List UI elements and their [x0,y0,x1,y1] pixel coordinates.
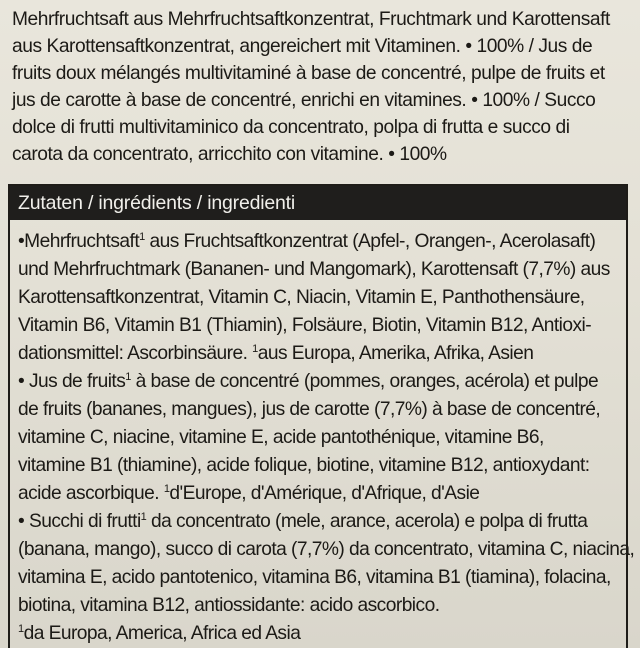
product-description [12,6,634,168]
ingredient-line: biotina, vitamina B12, antiossidante: acido ascorbico. [18,595,440,616]
ingredient-line: de fruits (bananes, mangues), jus de carotte (7,7%) à base de concentré, [18,399,601,420]
ingredient-line: Vitamin B6, Vitamin B1 (Thiamin), Folsäure, Biotin, Vitamin B12, Antioxi- [18,315,592,336]
ingredient-line: vitamine C, niacine, vitamine E, acide pantothénique, vitamine B6, [18,427,544,448]
description-line: Mehrfruchtsaft aus Mehrfruchtsaftkonzentrat, Fruchtmark und Karottensaft [12,9,610,30]
origin-footnote: d'Europe, d'Amérique, d'Afrique, d'Asie [169,483,480,504]
ingredient-line: vitamine B1 (thiamine), acide folique, biotine, vitamine B12, antioxydant: [18,455,590,476]
description-line: jus de carotte à base de concentré, enrichi en vitamines. • 100% / Succo [12,90,596,111]
ingredient-line: vitamina E, acido pantotenico, vitamina B6, vitamina B1 (tiamina), folacina, [18,567,611,588]
footnote-marker: 1 [163,483,170,495]
ingredients-italian [18,508,635,648]
ingredients-header: Zutaten / ingrédients / ingredienti [10,186,626,220]
footnote-marker: 1 [18,623,24,635]
ingredient-line: dationsmittel: Ascorbinsäure. $^1$aus Europa, Amerika, Afrika, Asien [18,343,534,364]
description-line: aus Karottensaftkonzentrat, angereichert mit Vitaminen. • 100% / Jus de [12,36,593,57]
ingredients-french [18,368,620,508]
description-line: carota da concentrato, arricchito con vitamine. • 100% [12,144,447,165]
ingredient-line: Karottensaftkonzentrat, Vitamin C, Niacin, Vitamin E, Panthothensäure, [18,287,585,308]
ingredient-line: und Mehrfruchtmark (Bananen- und Mangomark), Karottensaft (7,7%) aus [18,259,610,280]
footnote-marker: 1 [125,371,131,383]
ingredient-line: • Jus de fruits$^1$ à base de concentré (pommes, oranges, acérola) et pulpe [18,371,599,392]
ingredient-line: • Succhi di frutti$^1$ da concentrato (mele, arance, acerola) e polpa di frutta [18,511,588,532]
description-line: fruits doux mélangés multivitaminé à base de concentré, pulpe de fruits et [12,63,605,84]
footnote-marker: 1 [139,231,145,243]
origin-footnote: da Europa, America, Africa ed Asia [23,623,301,644]
ingredient-line: acide ascorbique. $^1$d'Europe, d'Amérique, d'Afrique, d'Asie [18,483,480,504]
footnote-marker: 1 [252,343,258,355]
ingredient-line [18,620,620,648]
ingredient-line: (banana, mango), succo di carota (7,7%) da concentrato, vitamina C, niacina, [18,539,635,560]
ingredients-german [18,228,620,368]
ingredient-line: •Mehrfruchtsaft$^1$ aus Fruchtsaftkonzentrat (Apfel-, Orangen-, Acerolasaft) [18,231,596,252]
ingredients-panel [8,184,635,648]
footnote-marker: 1 [140,511,147,523]
ingredients-body [10,220,635,648]
description-line: dolce di frutti multivitaminico da concentrato, polpa di frutta e succo di [12,117,570,138]
origin-footnote: aus Europa, Amerika, Afrika, Asien [257,343,534,364]
